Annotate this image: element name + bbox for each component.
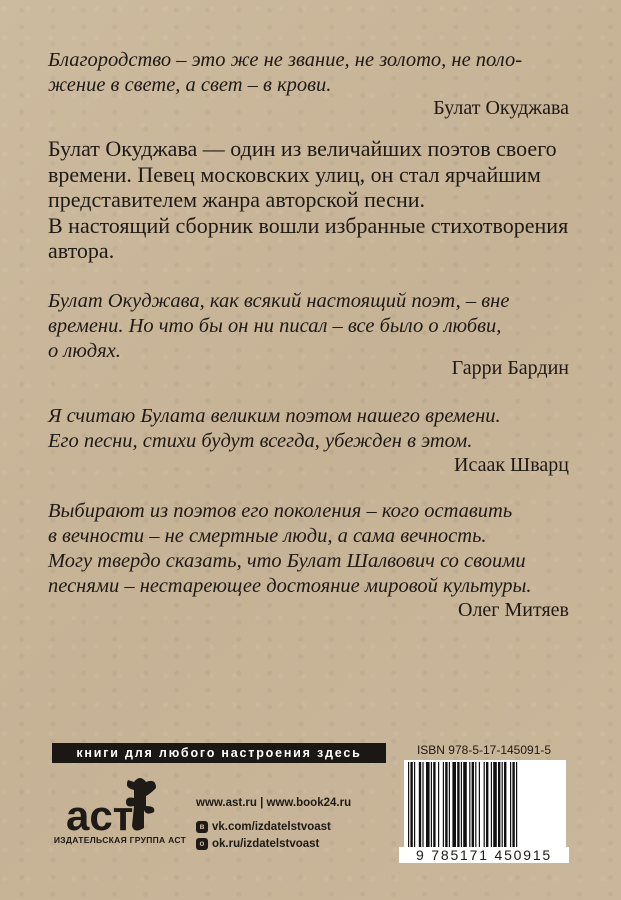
quote-text: Я считаю Булата великим поэтом нашего времени. Его песни, стихи будут всегда, убежден в этом.: [48, 405, 501, 452]
quote-text: Выбирают из поэтов его поколения – кого оставить в вечности – не смертные люди, а сама вечность. Могу твердо сказать, что Булат Шалвович со своими песнями – нестареющее достояние мировой культуры.: [48, 500, 532, 597]
quote-text: Благородство – это же не звание, не золото, не поло- жение в свете, а свет – в крови.: [48, 49, 523, 96]
quote-author: Булат Окуджава: [433, 97, 569, 119]
book-description: Булат Окуджава — один из величайших поэтов своего времени. Певец московских улиц, он стал ярчайшим представителем жанра авторской песни. В настоящий сборник вошли избранные стихотворения автора.: [48, 136, 569, 263]
vk-icon: в: [196, 821, 208, 833]
quote-author: Олег Митяев: [458, 599, 569, 621]
websites: www.ast.ru | www.book24.ru: [196, 797, 352, 809]
barcode-number: 9 785171 450915: [399, 847, 569, 863]
quote-text: Булат Окуджава, как всякий настоящий поэт, – вне времени. Но что бы он ни писал – все было о любви, о людях.: [48, 290, 510, 362]
quote-author: Гарри Бардин: [451, 357, 569, 379]
barcode: [404, 760, 566, 850]
publisher-name: ИЗДАТЕЛЬСКАЯ ГРУППА АСТ: [53, 835, 187, 845]
logo-text: аст: [66, 792, 134, 839]
barcode-block: [399, 743, 569, 863]
ast-logo: [64, 770, 174, 860]
ok-link: о ok.ru/izdatelstvoast: [196, 838, 319, 850]
quote-author: Исаак Шварц: [454, 454, 569, 476]
isbn: ISBN 978-5-17-145091-5: [416, 743, 552, 757]
ok-icon: о: [196, 838, 208, 850]
vk-link: в vk.com/izdatelstvoast: [196, 821, 331, 833]
slogan-banner: книги для любого настроения здесь: [52, 743, 386, 763]
